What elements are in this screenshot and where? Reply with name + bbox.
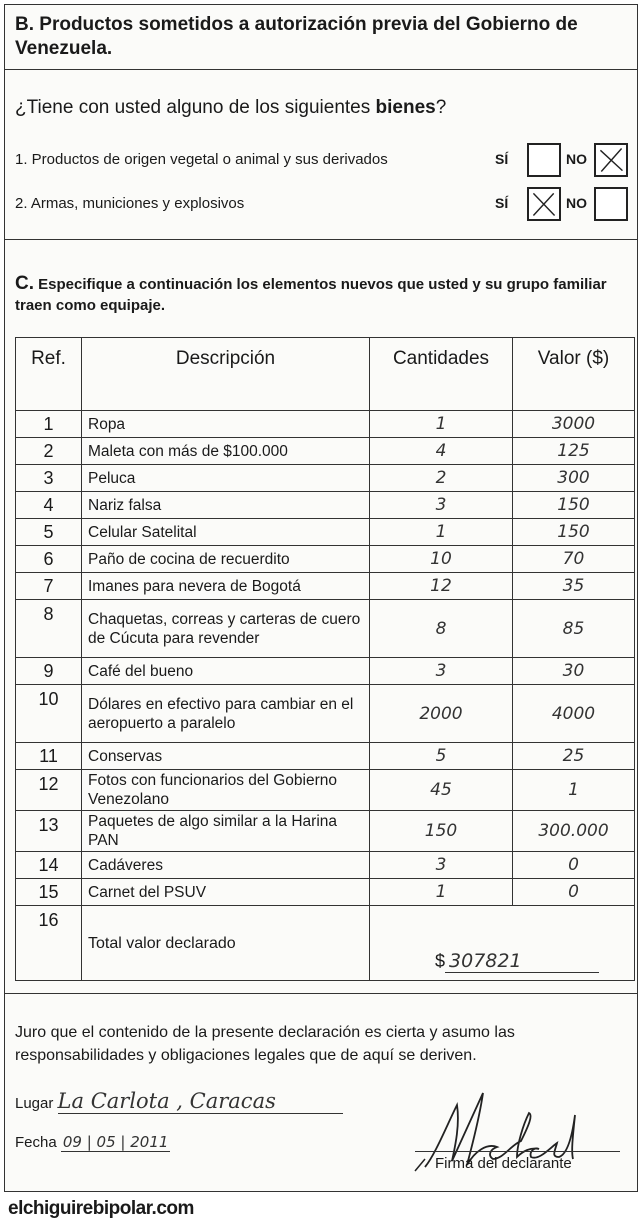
- row-quantity[interactable]: 1: [370, 411, 513, 438]
- question-text: ¿Tiene con usted alguno de los siguientes: [15, 97, 376, 118]
- row-quantity[interactable]: 3: [370, 852, 513, 879]
- oath-text: Juro que el contenido de la presente declaración es cierta y asumo las responsabilidades y obligaciones legales que de aquí se deriven.: [15, 1024, 515, 1064]
- row-quantity[interactable]: 45: [370, 770, 513, 811]
- row-value[interactable]: 4000: [513, 685, 635, 743]
- header-description: Descripción: [82, 338, 370, 411]
- row-quantity[interactable]: 4: [370, 438, 513, 465]
- header-ref: Ref.: [16, 338, 82, 411]
- row-description: Carnet del PSUV: [82, 879, 370, 906]
- row-quantity[interactable]: 2: [370, 465, 513, 492]
- row-value[interactable]: 0: [513, 852, 635, 879]
- section-b-title: B. Productos sometidos a autorización previa del Gobierno de Venezuela.: [15, 14, 578, 59]
- table-row: [16, 438, 635, 465]
- row-quantity[interactable]: 1: [370, 879, 513, 906]
- row-value[interactable]: 0: [513, 879, 635, 906]
- row-description: Cadáveres: [82, 852, 370, 879]
- table-row: [16, 573, 635, 600]
- row-quantity[interactable]: 2000: [370, 685, 513, 743]
- signature-line: [415, 1151, 620, 1152]
- row-value[interactable]: 150: [513, 492, 635, 519]
- section-divider: [5, 239, 637, 240]
- section-b-header: [5, 5, 637, 70]
- table-row: [16, 879, 635, 906]
- row-description: Ropa: [82, 411, 370, 438]
- total-ref: 16: [16, 906, 82, 981]
- row-ref: 5: [16, 519, 82, 546]
- row-quantity[interactable]: 8: [370, 600, 513, 658]
- row-ref: 13: [16, 811, 82, 852]
- row-quantity[interactable]: 1: [370, 519, 513, 546]
- section-c-letter: C.: [15, 273, 34, 294]
- fecha-label: Fecha: [15, 1134, 57, 1151]
- row-quantity[interactable]: 10: [370, 546, 513, 573]
- x-mark-icon: [529, 189, 559, 219]
- table-row: [16, 465, 635, 492]
- row-quantity[interactable]: 12: [370, 573, 513, 600]
- total-label-cell: [82, 906, 370, 981]
- row-value[interactable]: 35: [513, 573, 635, 600]
- row-ref: 10: [16, 685, 82, 743]
- row-ref: 2: [16, 438, 82, 465]
- row-ref: 9: [16, 658, 82, 685]
- items-table: [15, 337, 635, 981]
- goods-question: [15, 97, 446, 119]
- item-1-no-checkbox[interactable]: [594, 143, 628, 177]
- row-quantity[interactable]: 150: [370, 811, 513, 852]
- total-label: Total valor declarado: [88, 934, 236, 952]
- row-description: Chaquetas, correas y carteras de cuero de Cúcuta para revender: [82, 600, 370, 658]
- row-description: Café del bueno: [82, 658, 370, 685]
- total-value[interactable]: 307821: [445, 950, 599, 973]
- table-row: [16, 411, 635, 438]
- section-c-title: [15, 273, 625, 316]
- table-row: [16, 770, 635, 811]
- x-mark-icon: [596, 145, 626, 175]
- table-row: [16, 852, 635, 879]
- row-description: Paquetes de algo similar a la Harina PAN: [82, 811, 370, 852]
- row-description: Dólares en efectivo para cambiar en el aeropuerto a paralelo: [82, 685, 370, 743]
- item-1-label: 1. Productos de origen vegetal o animal y sus derivados: [15, 151, 388, 168]
- row-value[interactable]: 125: [513, 438, 635, 465]
- row-value[interactable]: 70: [513, 546, 635, 573]
- lugar-field: [15, 1089, 343, 1114]
- item-2-si-checkbox[interactable]: [527, 187, 561, 221]
- row-ref: 7: [16, 573, 82, 600]
- row-description: Fotos con funcionarios del Gobierno Venezolano: [82, 770, 370, 811]
- row-value[interactable]: 30: [513, 658, 635, 685]
- signature-label: Firma del declarante: [435, 1155, 572, 1172]
- row-value[interactable]: 85: [513, 600, 635, 658]
- section-divider: [5, 993, 637, 994]
- row-description: Nariz falsa: [82, 492, 370, 519]
- row-value[interactable]: 300.000: [513, 811, 635, 852]
- table-row: [16, 811, 635, 852]
- row-description: Paño de cocina de recuerdito: [82, 546, 370, 573]
- row-value[interactable]: 25: [513, 743, 635, 770]
- item-2-no-label: NO: [566, 195, 587, 211]
- table-header-row: [16, 338, 635, 411]
- header-value: Valor ($): [513, 338, 635, 411]
- row-description: Maleta con más de $100.000: [82, 438, 370, 465]
- row-quantity[interactable]: 5: [370, 743, 513, 770]
- row-ref: 1: [16, 411, 82, 438]
- row-value[interactable]: 3000: [513, 411, 635, 438]
- table-row: [16, 600, 635, 658]
- row-ref: 3: [16, 465, 82, 492]
- fecha-value[interactable]: 09 | 05 | 2011: [62, 1133, 169, 1151]
- table-row: [16, 685, 635, 743]
- row-description: Imanes para nevera de Bogotá: [82, 573, 370, 600]
- row-ref: 6: [16, 546, 82, 573]
- table-row: [16, 743, 635, 770]
- row-ref: 12: [16, 770, 82, 811]
- row-ref: 8: [16, 600, 82, 658]
- table-row: [16, 519, 635, 546]
- item-1-si-checkbox[interactable]: [527, 143, 561, 177]
- table-row: [16, 658, 635, 685]
- section-c-text: Especifique a continuación los elementos nuevos que usted y su grupo familiar traen como equipaje.: [15, 276, 607, 314]
- lugar-label: Lugar: [15, 1095, 54, 1112]
- total-amount: [435, 950, 599, 973]
- item-2-si-label: SÍ: [495, 195, 509, 211]
- row-quantity[interactable]: 3: [370, 492, 513, 519]
- fecha-field: [15, 1133, 170, 1152]
- footer-watermark: elchiguirebipolar.com: [8, 1198, 194, 1219]
- table-row: [16, 546, 635, 573]
- item-2-label: 2. Armas, municiones y explosivos: [15, 195, 245, 212]
- currency-symbol: $: [435, 951, 446, 971]
- item-2-no-checkbox[interactable]: [594, 187, 628, 221]
- row-description: Celular Satelital: [82, 519, 370, 546]
- row-value[interactable]: 1: [513, 770, 635, 811]
- row-ref: 14: [16, 852, 82, 879]
- row-ref: 11: [16, 743, 82, 770]
- question-bold-word: bienes: [375, 97, 436, 118]
- row-quantity[interactable]: 3: [370, 658, 513, 685]
- question-mark: ?: [435, 97, 447, 118]
- row-ref: 15: [16, 879, 82, 906]
- item-1-si-label: SÍ: [495, 151, 509, 167]
- row-description: Peluca: [82, 465, 370, 492]
- item-1-no-label: NO: [566, 151, 587, 167]
- lugar-value[interactable]: La Carlota , Caracas: [58, 1089, 343, 1114]
- row-value[interactable]: 150: [513, 519, 635, 546]
- row-value[interactable]: 300: [513, 465, 635, 492]
- row-ref: 4: [16, 492, 82, 519]
- table-row: [16, 492, 635, 519]
- header-quantity: Cantidades: [370, 338, 513, 411]
- row-description: Conservas: [82, 743, 370, 770]
- customs-declaration-form: [4, 4, 638, 1192]
